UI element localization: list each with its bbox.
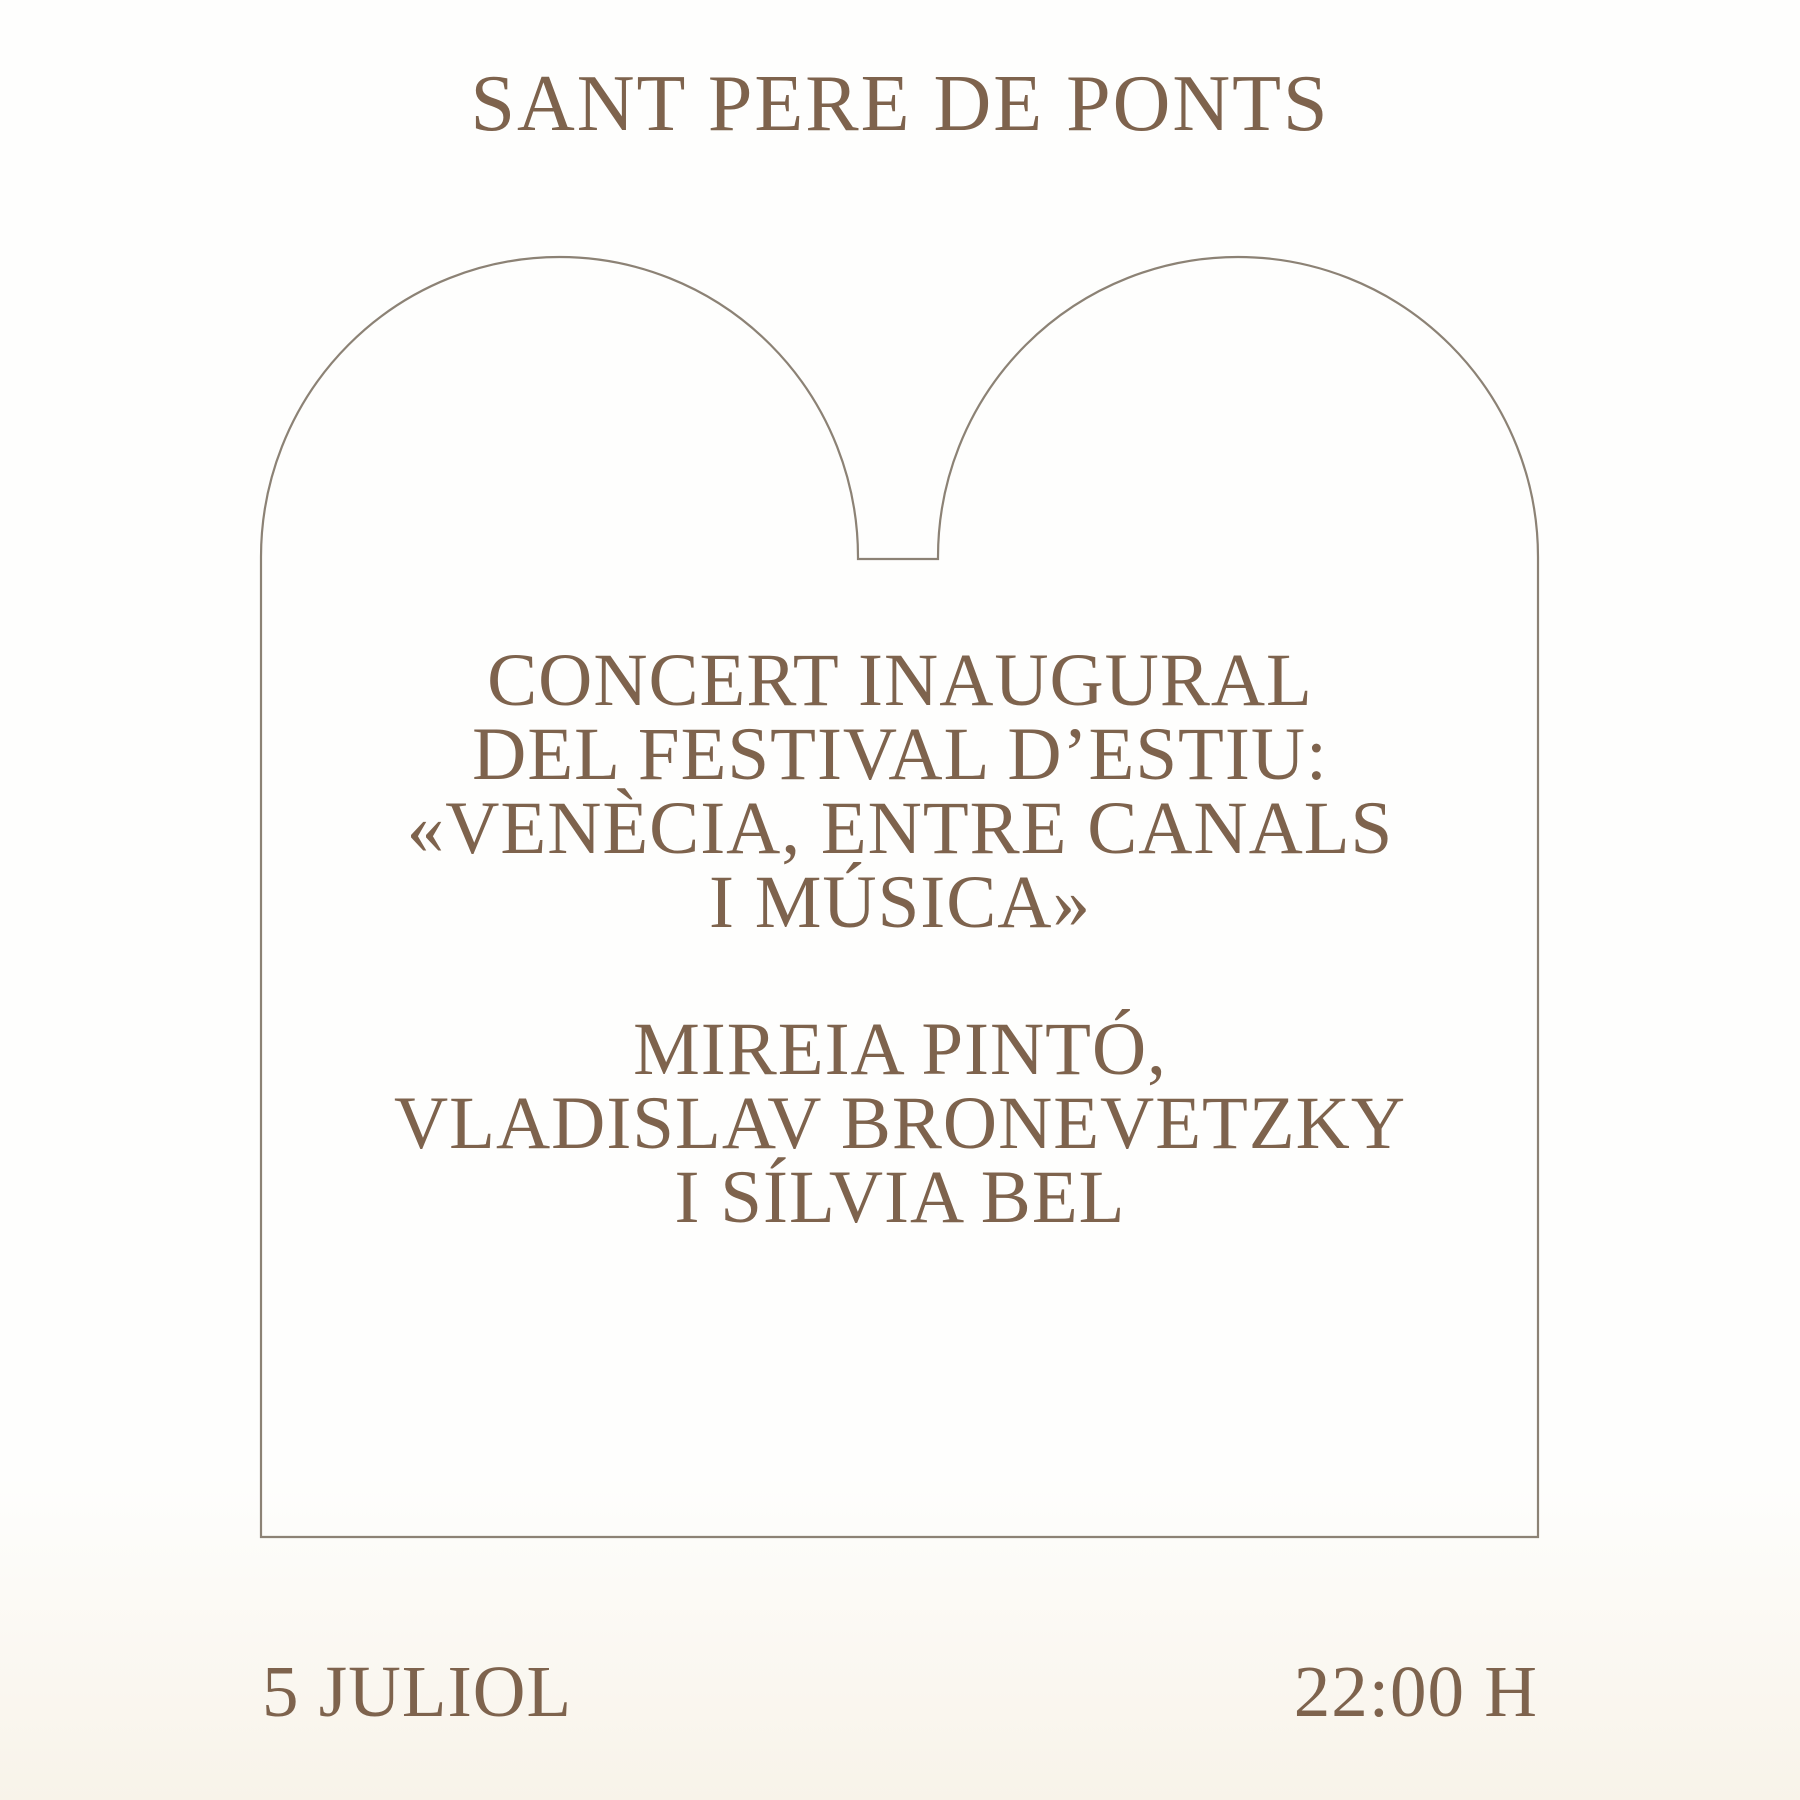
event-title (0, 639, 1800, 944)
performers (0, 1008, 1800, 1239)
event-title-line: DEL FESTIVAL D’ESTIU: (472, 713, 1328, 796)
event-date: 5 JULIOL (262, 1651, 573, 1732)
event-time: 22:00 H (1293, 1651, 1538, 1732)
performer-line: VLADISLAV BRONEVETZKY (394, 1082, 1406, 1165)
performer-line: I SÍLVIA BEL (674, 1156, 1126, 1239)
event-description (0, 639, 1800, 1239)
footer (262, 1651, 1538, 1732)
event-title-line: CONCERT INAUGURAL (487, 639, 1313, 722)
performer-line: MIREIA PINTÓ, (633, 1008, 1167, 1091)
event-title-line: I MÚSICA» (709, 861, 1091, 944)
event-title-line: «VENÈCIA, ENTRE CANALS (406, 787, 1394, 870)
venue-title: SANT PERE DE PONTS (470, 60, 1330, 148)
